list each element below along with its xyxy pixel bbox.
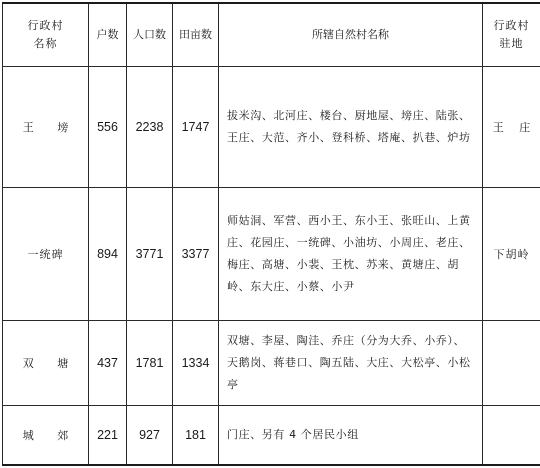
table-row	[3, 67, 540, 188]
village-table-container	[2, 2, 540, 466]
header-households: 户数	[89, 3, 127, 67]
households-value: 556	[89, 67, 127, 188]
farmland-value: 181	[173, 406, 219, 466]
village-name: 王 塝	[3, 67, 89, 188]
header-seat	[483, 3, 540, 67]
population-value: 2238	[127, 67, 173, 188]
natural-villages-list: 师姑洞、军营、西小王、东小王、张旺山、上黄庄、花园庄、一统碑、小油坊、小周庄、老庄、梅庄、高塘、小裴、王枕、苏来、黄塘庄、胡岭、东大庄、小蔡、小尹	[219, 188, 483, 321]
village-seat	[483, 406, 540, 466]
households-value: 437	[89, 321, 127, 406]
natural-villages-list: 双塘、李屋、陶洼、乔庄（分为大乔、小乔）、天鹅岗、蒋巷口、陶五陆、大庄、大松亭、小松亭	[219, 321, 483, 406]
table-row	[3, 321, 540, 406]
farmland-value: 3377	[173, 188, 219, 321]
header-village-name	[3, 3, 89, 67]
village-name: 城 郊	[3, 406, 89, 466]
village-name: 双 塘	[3, 321, 89, 406]
header-population: 人口数	[127, 3, 173, 67]
natural-villages-list: 拔米沟、北河庄、楼台、厨地屋、塝庄、陆张、王庄、大范、齐小、登科桥、塔庵、扒巷、炉坊	[219, 67, 483, 188]
village-seat	[483, 321, 540, 406]
farmland-value: 1747	[173, 67, 219, 188]
village-seat: 下胡岭	[483, 188, 540, 321]
header-farmland: 田亩数	[173, 3, 219, 67]
population-value: 927	[127, 406, 173, 466]
table-header-row	[3, 3, 540, 67]
population-value: 3771	[127, 188, 173, 321]
header-natural-villages: 所辖自然村名称	[219, 3, 483, 67]
village-name: 一统碑	[3, 188, 89, 321]
farmland-value: 1334	[173, 321, 219, 406]
population-value: 1781	[127, 321, 173, 406]
households-value: 894	[89, 188, 127, 321]
header-seat-text: 行政村驻地	[493, 19, 530, 50]
administrative-villages-table	[2, 2, 540, 466]
table-row	[3, 406, 540, 466]
header-village-name-text: 行政村名称	[27, 19, 64, 50]
village-seat: 王 庄	[483, 67, 540, 188]
households-value: 221	[89, 406, 127, 466]
natural-villages-list: 门庄、另有 4 个居民小组	[219, 406, 483, 466]
table-row	[3, 188, 540, 321]
